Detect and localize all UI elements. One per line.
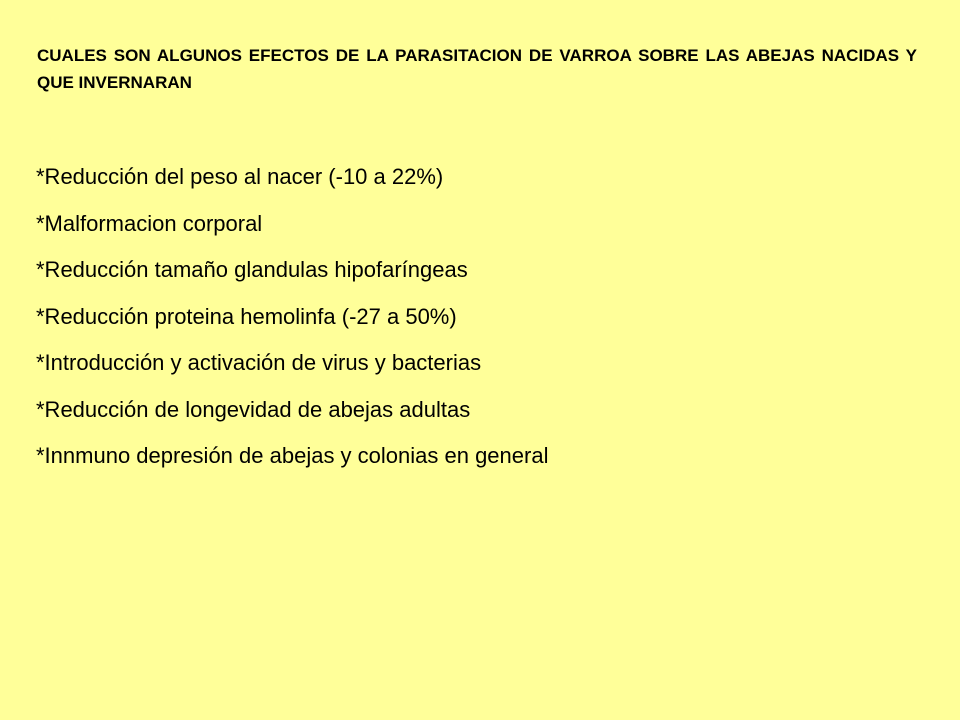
list-item: *Malformacion corporal xyxy=(36,210,263,236)
list-item: *Reducción del peso al nacer (-10 a 22%) xyxy=(36,164,444,189)
list-item: *Reducción proteina hemolinfa (-27 a 50%) xyxy=(36,303,457,329)
slide-title: CUALES SON ALGUNOS EFECTOS DE LA PARASITACION DE VARROA SOBRE LAS ABEJAS NACIDAS Y QUE INVERNARAN xyxy=(37,46,917,92)
list-item: *Innmuno depresión de abejas y colonias en general xyxy=(36,443,549,468)
list-item: *Reducción tamaño glandulas hipofaríngeas xyxy=(36,257,468,282)
list-item: *Introducción y activación de virus y bacterias xyxy=(36,350,482,375)
list-item: *Reducción de longevidad de abejas adultas xyxy=(36,396,471,422)
effects-list xyxy=(36,154,916,480)
